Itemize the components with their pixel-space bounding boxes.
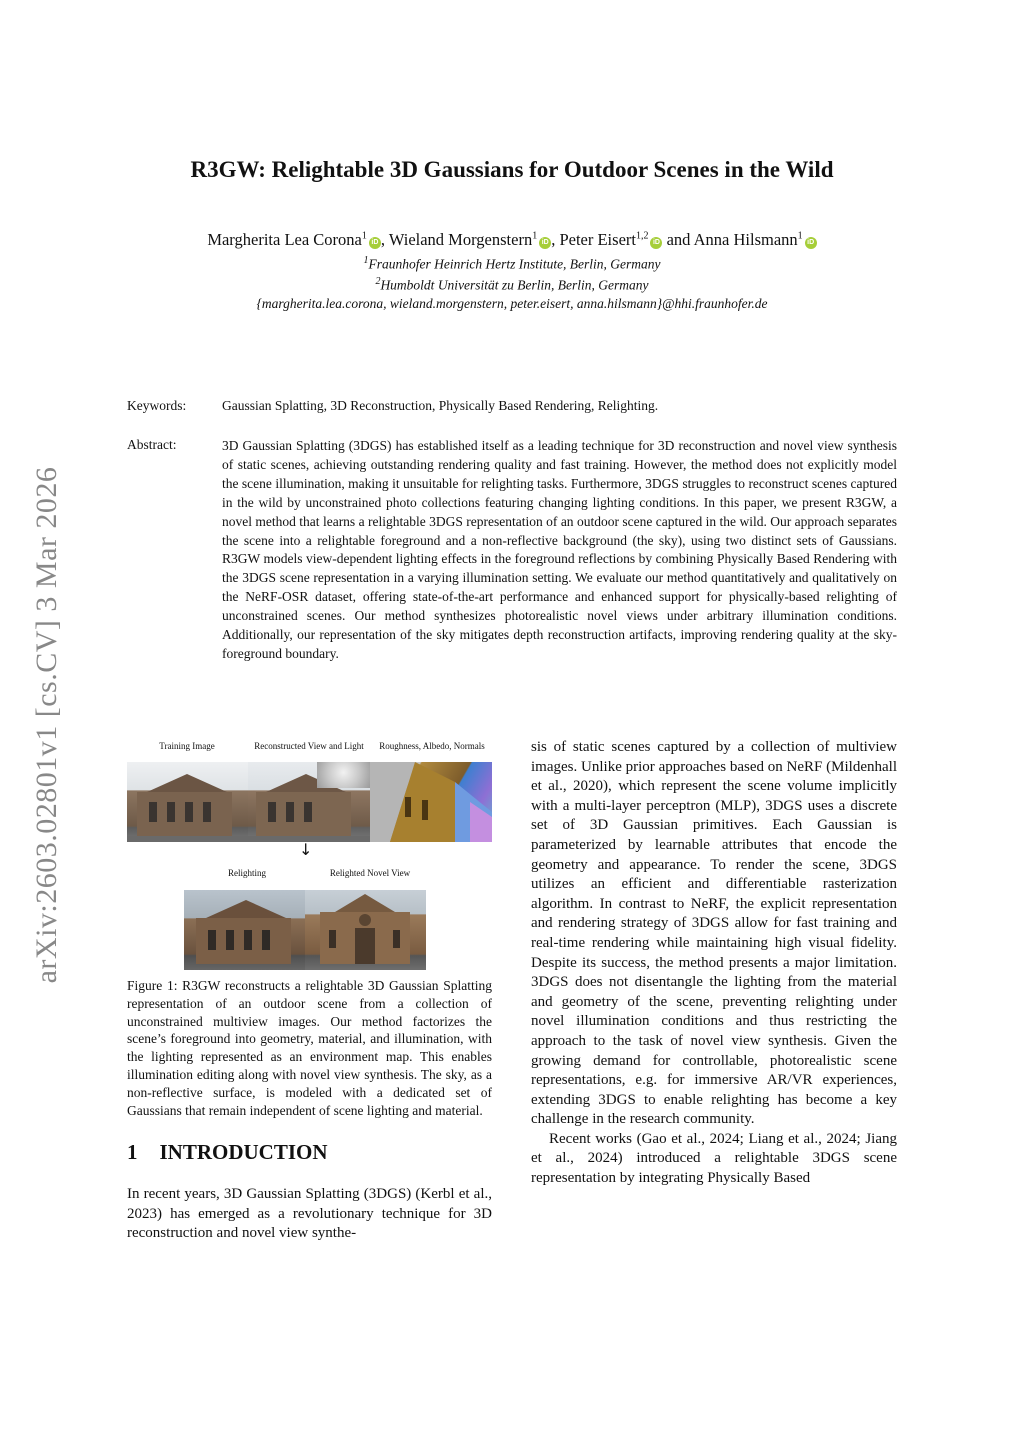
author-separator: ,: [551, 230, 560, 249]
affiliation-2: [0, 276, 1024, 294]
training-image: [127, 762, 248, 842]
arxiv-side-label: [32, 430, 62, 1020]
figure-label-materials: Roughness, Albedo, Normals: [379, 741, 485, 751]
right-column: [531, 738, 897, 1189]
arxiv-id-text: arXiv:2603.02801v1 [cs.CV] 3 Mar 2026: [30, 466, 63, 984]
section-number: 1: [127, 1140, 138, 1164]
down-arrow-icon: ↓: [299, 840, 313, 859]
orcid-icon[interactable]: iD: [805, 237, 817, 249]
church-illustration: [184, 890, 305, 970]
church-illustration: [127, 762, 248, 842]
author-affiliation-mark: 1,2: [635, 230, 649, 242]
author-separator: and: [662, 230, 694, 249]
author-affiliation-mark: 1: [361, 230, 367, 242]
orcid-icon[interactable]: iD: [650, 237, 662, 249]
material-maps-image: [370, 762, 492, 842]
environment-map-inset: [317, 762, 370, 788]
section-title: INTRODUCTION: [159, 1140, 328, 1164]
paper-title: R3GW: Relightable 3D Gaussians for Outdoor Scenes in the Wild: [190, 157, 834, 182]
orcid-icon[interactable]: iD: [369, 237, 381, 249]
material-maps-illustration: [370, 762, 492, 842]
figure-label-reconstructed: Reconstructed View and Light: [254, 741, 364, 751]
relighting-image: [184, 890, 305, 970]
figure-label-relighting: Relighting: [228, 868, 266, 878]
author-name: Wieland Morgenstern: [388, 230, 533, 249]
author-affiliation-mark: 1: [797, 230, 803, 242]
abstract-label: Abstract:: [127, 437, 177, 452]
keywords-label: Keywords:: [127, 398, 187, 413]
figure-label-training: Training Image: [159, 741, 215, 751]
figure-1: [127, 738, 492, 973]
section-heading: [127, 1140, 328, 1165]
figure-caption: Figure 1: R3GW reconstructs a relightable 3D Gaussian Splatting representation of an outdoor scene from a collection of unconstrained multiview images. Our method factorizes the scene’s foreground into geometry, material, and illumination, with the lighting represented as an environment map. This enables illumination editing along with novel view synthesis. The sky, as a non-reflective surface, is modeled with a dedicated set of Gaussians that remain independent of scene lighting and material.: [127, 978, 492, 1118]
author-separator: ,: [380, 230, 389, 249]
novel-view-image: [305, 890, 426, 970]
orcid-icon[interactable]: iD: [539, 237, 551, 249]
affiliation-text: Humboldt Universität zu Berlin, Berlin, Germany: [380, 277, 649, 293]
affiliation-text: Fraunhofer Heinrich Hertz Institute, Berlin, Germany: [368, 256, 661, 272]
author-affiliation-mark: 1: [532, 230, 538, 242]
affiliation-1: [0, 255, 1024, 273]
intro-right-paragraph-1: sis of static scenes captured by a collection of multiview images. Unlike prior approaches based on NeRF (Mildenhall et al., 2020), which represent the scene volume implicitly with a multi-layer perceptron (MLP), 3DGS uses a discrete set of 3D Gaussian primitives. Each Gaussian is parameterized by learnable attributes that encode the geometry and appearance. To render the scene, 3DGS utilizes an efficient and differentiable rasterization algorithm. In contrast to NeRF, the explicit representation and rendering strategy of 3DGS allow for fast training and real-time rendering while maintaining high visual fidelity. Despite its success, the method presents a major limitation. 3DGS does not disentangle the lighting from the material and geometry of the scene, preventing relighting under novel illumination conditions and thus restricting the approach to the task of novel view synthesis. Given the growing demand for controllable, photorealistic scene representations, e.g. for immersive AR/VR experiences, extending 3DGS to enable relighting has become a key challenge in the research community.: [531, 739, 897, 1128]
keywords-text: Gaussian Splatting, 3D Reconstruction, Physically Based Rendering, Relighting.: [222, 398, 659, 413]
abstract-text: 3D Gaussian Splatting (3DGS) has established itself as a leading technique for 3D reconstruction and novel view synthesis of static scenes, achieving outstanding rendering quality and fast training. However, the method does not explicitly model the scene illumination, making it unsuitable for relighting tasks. Furthermore, 3DGS struggles to reconstruct scenes captured in the wild by unconstrained photo collections featuring changing lighting conditions. In this paper, we present R3GW, a novel method that learns a relightable 3DGS representation of an outdoor scene captured in the wild. Our approach separates the scene into a relightable foreground and a non-reflective background (the sky), using two distinct sets of Gaussians. R3GW models view-dependent lighting effects in the foreground reflections by combining Physically Based Rendering with the 3DGS scene representation in a varying illumination setting. We evaluate our method quantitatively and qualitatively on the NeRF-OSR dataset, offering state-of-the-art performance and enhanced support for physically-based relighting of unconstrained scenes. Our method synthesizes photorealistic novel views under arbitrary illumination conditions. Additionally, our representation of the sky mitigates depth reconstruction artifacts, improving rendering quality at the sky-foreground boundary.: [222, 438, 897, 661]
figure-label-novel-view: Relighted Novel View: [329, 868, 411, 878]
author-emails: {margherita.lea.corona, wieland.morgenstern, peter.eisert, anna.hilsmann}@hhi.fraunhofer.de: [256, 296, 768, 311]
author-name: Peter Eisert: [559, 230, 636, 249]
church-illustration: [305, 890, 426, 970]
author-list: [0, 230, 1024, 250]
author-name: Margherita Lea Corona: [207, 230, 362, 249]
author-name: Anna Hilsmann: [693, 230, 798, 249]
intro-right-paragraph-2: Recent works (Gao et al., 2024; Liang et al., 2024; Jiang et al., 2024) introduced a relightable 3DGS scene representation by integrating Physically Based: [531, 1130, 897, 1187]
intro-left-paragraph: In recent years, 3D Gaussian Splatting (3DGS) (Kerbl et al., 2023) has emerged as a revolutionary technique for 3D reconstruction and novel view synthe-: [127, 1186, 492, 1242]
affiliation-mark: 2: [375, 276, 381, 287]
affiliation-mark: 1: [363, 255, 369, 266]
